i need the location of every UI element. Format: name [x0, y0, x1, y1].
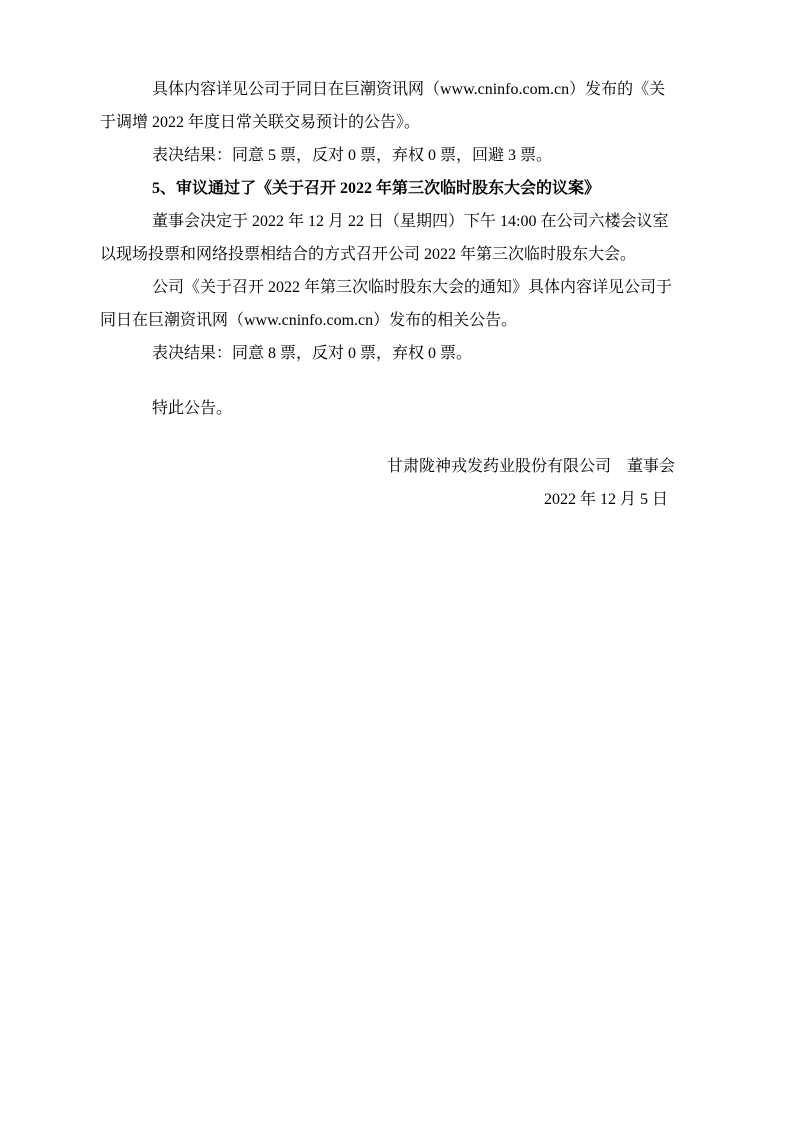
company-signature: 甘肃陇神戎发药业股份有限公司 董事会: [386, 458, 675, 475]
section-heading-item-5: 5、审议通过了《关于召开 2022 年第三次临时股东大会的议案》: [152, 180, 601, 197]
paragraph-notice-line-2: 同日在巨潮资讯网（www.cninfo.com.cn）发布的相关公告。: [100, 312, 518, 329]
vote-result-1: 表决结果：同意 5 票，反对 0 票，弃权 0 票，回避 3 票。: [152, 147, 553, 164]
paragraph-disclosure-line-1: 具体内容详见公司于同日在巨潮资讯网（www.cninfo.com.cn）发布的《关: [152, 81, 666, 98]
paragraph-meeting-line-1: 董事会决定于 2022 年 12 月 22 日（星期四）下午 14:00 在公司六楼会议室: [152, 213, 669, 230]
announcement-date: 2022 年 12 月 5 日: [543, 491, 668, 508]
paragraph-disclosure-line-2: 于调增 2022 年度日常关联交易预计的公告》。: [100, 114, 421, 131]
closing-statement: 特此公告。: [152, 400, 233, 417]
vote-result-2: 表决结果：同意 8 票，反对 0 票，弃权 0 票。: [152, 345, 473, 362]
paragraph-notice-line-1: 公司《关于召开 2022 年第三次临时股东大会的通知》具体内容详见公司于: [152, 279, 673, 296]
paragraph-meeting-line-2: 以现场投票和网络投票相结合的方式召开公司 2022 年第三次临时股东大会。: [100, 246, 637, 263]
